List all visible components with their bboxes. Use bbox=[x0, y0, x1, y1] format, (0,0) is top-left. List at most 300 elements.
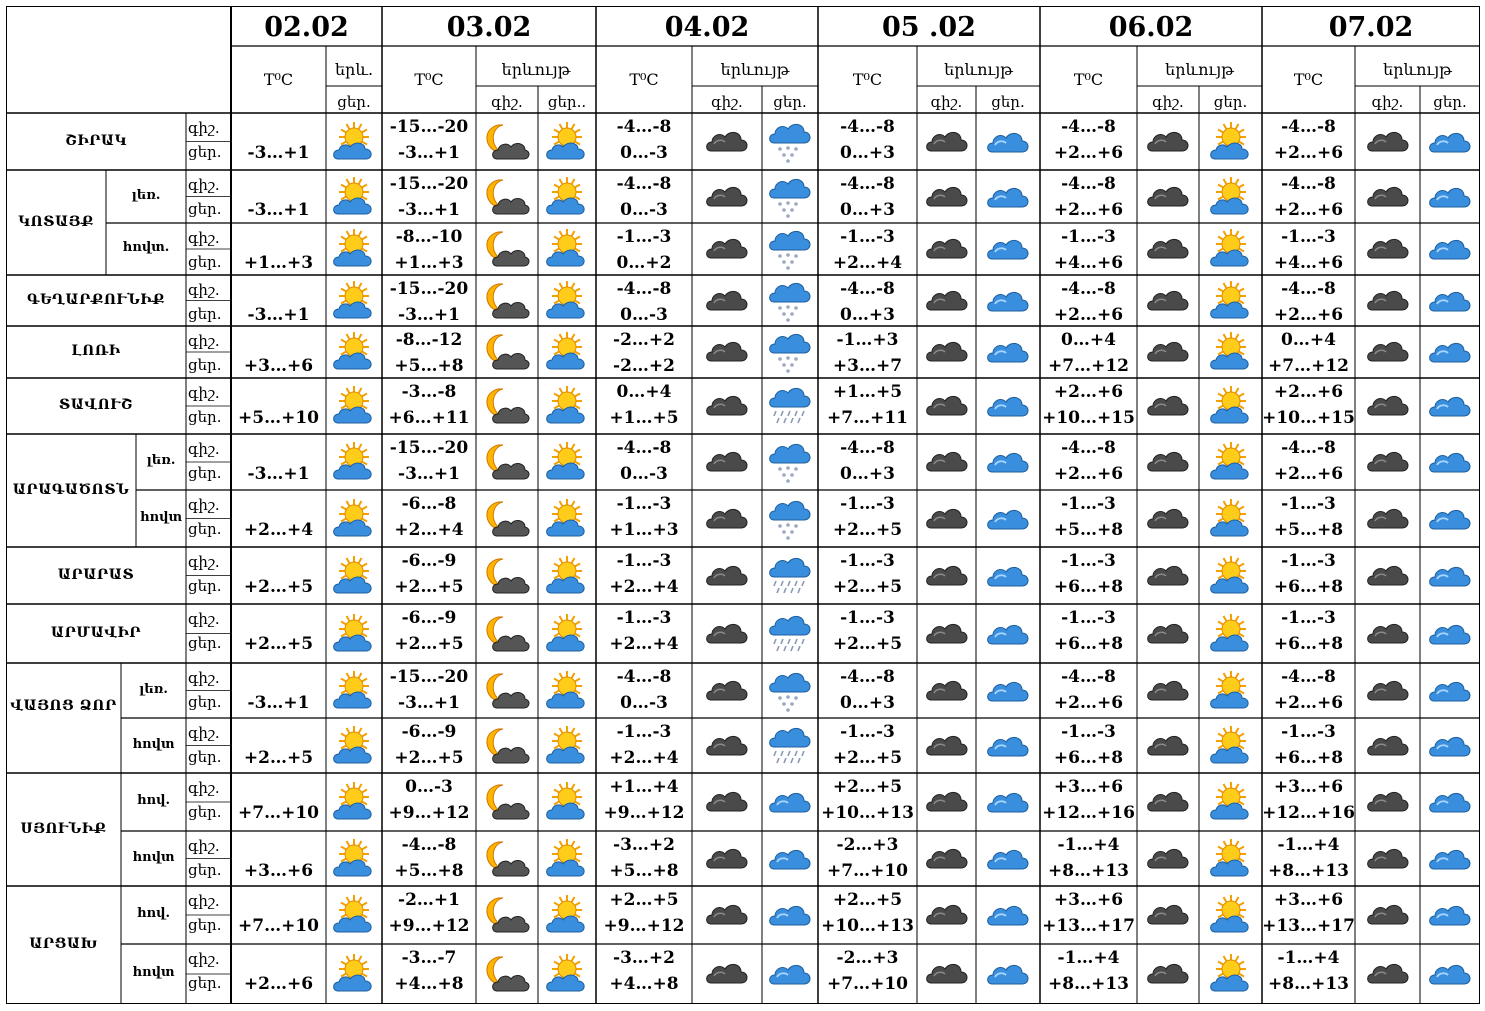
night-temp: -1…-3 bbox=[840, 494, 895, 514]
day-temp: +2…+5 bbox=[832, 520, 903, 540]
subregion-label: հով. bbox=[136, 793, 171, 808]
day-temp: +9…+12 bbox=[388, 916, 470, 936]
blue-cloud-icon bbox=[1426, 670, 1474, 714]
sun-cloud-icon bbox=[1207, 555, 1255, 599]
dark-cloud-icon bbox=[1144, 838, 1192, 882]
night-temp: -1…-3 bbox=[616, 608, 672, 628]
sun-cloud-icon bbox=[1207, 670, 1255, 714]
moon-cloud-icon bbox=[483, 781, 531, 825]
dark-cloud-icon bbox=[703, 670, 751, 714]
weather-header: երևույթ bbox=[944, 60, 1013, 79]
moon-cloud-icon bbox=[483, 331, 531, 375]
day-temp: 0…+3 bbox=[840, 305, 895, 325]
sun-cloud-icon bbox=[1207, 385, 1255, 429]
night-temp: -4…-8 bbox=[401, 835, 457, 855]
night-temp: 0…+4 bbox=[1061, 330, 1116, 350]
blue-cloud-icon bbox=[1426, 176, 1474, 220]
weather-header: երև. bbox=[334, 60, 374, 79]
dark-cloud-icon bbox=[703, 121, 751, 165]
weather-header: երևույթ bbox=[501, 60, 571, 79]
dark-cloud-icon bbox=[703, 555, 751, 599]
region-name: ՇԻՐԱԿ bbox=[65, 132, 127, 149]
day-label: ցեր. bbox=[188, 305, 222, 323]
blue-cloud-icon bbox=[766, 781, 814, 825]
night-label: գիշ. bbox=[188, 892, 220, 910]
weather-header: երևույթ bbox=[720, 60, 790, 79]
night-temp: -4…-8 bbox=[840, 438, 895, 458]
night-temp: -4…-8 bbox=[1281, 174, 1336, 194]
dark-cloud-icon bbox=[1364, 838, 1412, 882]
night-temp: -6…-8 bbox=[401, 494, 457, 514]
blue-cloud-icon bbox=[984, 228, 1032, 272]
day-temp: +10…+13 bbox=[821, 916, 914, 936]
night-header: գիշ. bbox=[930, 93, 963, 111]
sun-cloud-icon bbox=[330, 385, 378, 429]
sun-cloud-icon bbox=[1207, 894, 1255, 938]
night-label: գիշ. bbox=[188, 724, 220, 742]
sun-cloud-icon bbox=[543, 613, 591, 657]
night-temp: -1…-3 bbox=[1061, 722, 1116, 742]
day-temp: +4…+8 bbox=[609, 974, 679, 994]
subregion-label: լեռ. bbox=[146, 453, 176, 468]
day-temp: -3…+1 bbox=[398, 305, 460, 325]
day-label: ցեր. bbox=[188, 693, 222, 711]
dark-cloud-icon bbox=[1364, 331, 1412, 375]
sun-cloud-icon bbox=[543, 725, 591, 769]
night-temp: -1…+3 bbox=[836, 330, 899, 350]
sun-cloud-icon bbox=[543, 121, 591, 165]
day-temp: +10…+15 bbox=[1262, 408, 1355, 428]
night-label: գիշ. bbox=[188, 281, 220, 299]
dark-cloud-icon bbox=[1364, 613, 1412, 657]
day-temp: 0…-3 bbox=[620, 143, 668, 163]
dark-cloud-icon bbox=[923, 555, 971, 599]
dark-cloud-icon bbox=[1144, 280, 1192, 324]
night-temp: -15…-20 bbox=[389, 667, 469, 687]
day-temp: +2…+5 bbox=[832, 577, 903, 597]
dark-cloud-icon bbox=[1364, 725, 1412, 769]
dark-cloud-icon bbox=[1364, 441, 1412, 485]
temp-header: T⁰C bbox=[852, 70, 883, 89]
night-temp: +2…+5 bbox=[609, 890, 679, 910]
night-temp: -1…-3 bbox=[1061, 494, 1116, 514]
blue-cloud-icon bbox=[1426, 894, 1474, 938]
night-temp: -1…+4 bbox=[1277, 835, 1340, 855]
region-name: ՎԱՅՈՑ ՁՈՐ bbox=[10, 698, 117, 714]
day-temp: +7…+12 bbox=[1268, 356, 1349, 376]
night-temp: -2…+1 bbox=[398, 890, 460, 910]
night-temp: -1…-3 bbox=[1061, 608, 1116, 628]
night-temp: -15…-20 bbox=[389, 174, 469, 194]
dark-cloud-icon bbox=[1364, 228, 1412, 272]
dark-cloud-icon bbox=[923, 498, 971, 542]
blue-cloud-icon bbox=[984, 331, 1032, 375]
dark-cloud-icon bbox=[1144, 781, 1192, 825]
day-temp: +2…+5 bbox=[832, 634, 903, 654]
moon-cloud-icon bbox=[483, 953, 531, 997]
sun-cloud-icon bbox=[330, 555, 378, 599]
rain-cloud-icon bbox=[766, 613, 814, 657]
night-temp: -4…-8 bbox=[1281, 117, 1336, 137]
dark-cloud-icon bbox=[1144, 498, 1192, 542]
night-temp: -3…-8 bbox=[401, 382, 457, 402]
blue-cloud-icon bbox=[1426, 555, 1474, 599]
day-temp: +2…+5 bbox=[243, 748, 314, 768]
day-temp: +6…+8 bbox=[1053, 577, 1124, 597]
day-temp: +8…+13 bbox=[1048, 974, 1129, 994]
day-temp: +1…+5 bbox=[609, 408, 679, 428]
dark-cloud-icon bbox=[703, 441, 751, 485]
dark-cloud-icon bbox=[923, 441, 971, 485]
day-temp: +2…+4 bbox=[832, 253, 903, 273]
day-temp: 0…+3 bbox=[840, 693, 895, 713]
day-temp: +12…+16 bbox=[1262, 803, 1355, 823]
dark-cloud-icon bbox=[923, 838, 971, 882]
night-temp: -1…-3 bbox=[1061, 551, 1116, 571]
sun-cloud-icon bbox=[1207, 725, 1255, 769]
day-temp: +5…+8 bbox=[1053, 520, 1124, 540]
day-label: ցեր. bbox=[188, 974, 222, 992]
moon-cloud-icon bbox=[483, 441, 531, 485]
moon-cloud-icon bbox=[483, 894, 531, 938]
day-label: ցեր. bbox=[188, 408, 222, 426]
date-header: 07.02 bbox=[1328, 12, 1414, 43]
night-temp: -1…-3 bbox=[840, 227, 895, 247]
sun-cloud-icon bbox=[543, 838, 591, 882]
date-header: 06.02 bbox=[1108, 12, 1194, 43]
night-label: գիշ. bbox=[188, 496, 220, 514]
night-label: գիշ. bbox=[188, 229, 220, 247]
sun-cloud-icon bbox=[543, 498, 591, 542]
blue-cloud-icon bbox=[984, 953, 1032, 997]
day-temp: 0…-3 bbox=[620, 464, 668, 484]
night-label: գիշ. bbox=[188, 837, 220, 855]
dark-cloud-icon bbox=[1144, 331, 1192, 375]
day-temp: 0…-3 bbox=[620, 305, 668, 325]
night-temp: 0…+4 bbox=[1281, 330, 1336, 350]
subregion-label: հովտ bbox=[132, 965, 175, 980]
day-temp: +2…+5 bbox=[243, 634, 314, 654]
dark-cloud-icon bbox=[923, 176, 971, 220]
sun-cloud-icon bbox=[1207, 331, 1255, 375]
night-temp: +3…+6 bbox=[1273, 777, 1344, 797]
day-temp: +8…+13 bbox=[1268, 974, 1349, 994]
day-temp: +1…+3 bbox=[243, 253, 314, 273]
day-temp: -3…+1 bbox=[398, 464, 460, 484]
day-temp: +2…+5 bbox=[394, 634, 464, 654]
moon-cloud-icon bbox=[483, 725, 531, 769]
night-temp: -1…+4 bbox=[1057, 948, 1120, 968]
day-temp: +6…+8 bbox=[1273, 748, 1344, 768]
night-temp: -4…-8 bbox=[1061, 667, 1116, 687]
day-temp: +5…+8 bbox=[394, 356, 464, 376]
blue-cloud-icon bbox=[984, 555, 1032, 599]
day-temp: +7…+12 bbox=[1048, 356, 1129, 376]
dark-cloud-icon bbox=[1144, 228, 1192, 272]
blue-cloud-icon bbox=[1426, 725, 1474, 769]
day-temp: 0…-3 bbox=[620, 200, 668, 220]
night-header: գիշ. bbox=[491, 93, 523, 111]
region-name: ԱՐԱՐԱՏ bbox=[57, 566, 135, 583]
night-temp: -4…-8 bbox=[616, 279, 672, 299]
day-temp: +4…+8 bbox=[394, 974, 464, 994]
dark-cloud-icon bbox=[703, 838, 751, 882]
sun-cloud-icon bbox=[543, 953, 591, 997]
night-temp: -4…-8 bbox=[616, 117, 672, 137]
dark-cloud-icon bbox=[1144, 176, 1192, 220]
night-temp: -3…+2 bbox=[613, 948, 675, 968]
date-header: 03.02 bbox=[446, 12, 532, 43]
dark-cloud-icon bbox=[1144, 894, 1192, 938]
blue-cloud-icon bbox=[984, 498, 1032, 542]
night-temp: +2…+5 bbox=[832, 777, 903, 797]
day-temp: +5…+10 bbox=[238, 408, 319, 428]
blue-cloud-icon bbox=[984, 280, 1032, 324]
sun-cloud-icon bbox=[1207, 176, 1255, 220]
region-name: ԳԵՂԱՐՔՈՒՆԻՔ bbox=[27, 291, 165, 308]
day-label: ցեր. bbox=[188, 356, 222, 374]
night-temp: -4…-8 bbox=[1281, 279, 1336, 299]
snow-cloud-icon bbox=[766, 121, 814, 165]
day-temp: -2…+2 bbox=[613, 356, 675, 376]
blue-cloud-icon bbox=[984, 725, 1032, 769]
day-temp: 0…+2 bbox=[616, 253, 672, 273]
sun-cloud-icon bbox=[543, 228, 591, 272]
day-temp: +9…+12 bbox=[388, 803, 470, 823]
dark-cloud-icon bbox=[703, 331, 751, 375]
region-name: ԼՈՌԻ bbox=[71, 343, 121, 359]
blue-cloud-icon bbox=[984, 670, 1032, 714]
day-temp: -3…+1 bbox=[247, 200, 310, 220]
blue-cloud-icon bbox=[1426, 953, 1474, 997]
dark-cloud-icon bbox=[1144, 725, 1192, 769]
sun-cloud-icon bbox=[543, 894, 591, 938]
blue-cloud-icon bbox=[1426, 613, 1474, 657]
night-label: գիշ. bbox=[188, 610, 220, 628]
day-temp: +7…+10 bbox=[238, 803, 319, 823]
night-temp: -4…-8 bbox=[1281, 438, 1336, 458]
day-temp: -3…+1 bbox=[247, 693, 310, 713]
night-label: գիշ. bbox=[188, 440, 220, 458]
snow-cloud-icon bbox=[766, 498, 814, 542]
night-label: գիշ. bbox=[188, 669, 220, 687]
day-temp: +8…+13 bbox=[1048, 861, 1129, 881]
dark-cloud-icon bbox=[1364, 280, 1412, 324]
blue-cloud-icon bbox=[984, 441, 1032, 485]
day-temp: +6…+8 bbox=[1273, 634, 1344, 654]
subregion-label: հովտ. bbox=[122, 240, 170, 255]
dark-cloud-icon bbox=[703, 725, 751, 769]
subregion-label: լեռ. bbox=[131, 187, 161, 203]
night-temp: +3…+6 bbox=[1053, 890, 1124, 910]
dark-cloud-icon bbox=[703, 498, 751, 542]
rain-cloud-icon bbox=[766, 725, 814, 769]
night-temp: +2…+6 bbox=[1053, 382, 1124, 402]
night-label: գիշ. bbox=[188, 384, 220, 402]
day-header: ցեր. bbox=[337, 93, 371, 111]
temp-header: T⁰C bbox=[263, 70, 294, 89]
night-temp: -1…-3 bbox=[840, 608, 895, 628]
dark-cloud-icon bbox=[703, 385, 751, 429]
dark-cloud-icon bbox=[1364, 121, 1412, 165]
day-temp: -3…+1 bbox=[247, 305, 310, 325]
day-temp: -3…+1 bbox=[398, 143, 460, 163]
day-temp: +6…+8 bbox=[1053, 634, 1124, 654]
dark-cloud-icon bbox=[923, 613, 971, 657]
day-temp: +7…+11 bbox=[827, 408, 908, 428]
night-temp: -4…-8 bbox=[616, 438, 672, 458]
night-temp: -2…+3 bbox=[836, 948, 899, 968]
date-header: 04.02 bbox=[664, 12, 750, 43]
dark-cloud-icon bbox=[1144, 555, 1192, 599]
subregion-label: լեռ. bbox=[139, 681, 168, 697]
sun-cloud-icon bbox=[330, 838, 378, 882]
day-temp: +2…+6 bbox=[1053, 200, 1124, 220]
blue-cloud-icon bbox=[984, 781, 1032, 825]
night-temp: -4…-8 bbox=[616, 174, 672, 194]
day-label: ցեր. bbox=[188, 200, 222, 218]
night-temp: -1…-3 bbox=[1061, 227, 1116, 247]
temp-header: T⁰C bbox=[1073, 70, 1104, 89]
dark-cloud-icon bbox=[923, 953, 971, 997]
blue-cloud-icon bbox=[1426, 498, 1474, 542]
day-temp: +8…+13 bbox=[1268, 861, 1349, 881]
moon-cloud-icon bbox=[483, 121, 531, 165]
snow-cloud-icon bbox=[766, 331, 814, 375]
sun-cloud-icon bbox=[1207, 838, 1255, 882]
day-temp: +2…+6 bbox=[1053, 143, 1124, 163]
day-temp: +5…+8 bbox=[394, 861, 464, 881]
night-temp: -1…-3 bbox=[1281, 227, 1336, 247]
sun-cloud-icon bbox=[1207, 613, 1255, 657]
night-label: գիշ. bbox=[188, 553, 220, 571]
moon-cloud-icon bbox=[483, 670, 531, 714]
night-temp: -15…-20 bbox=[389, 279, 469, 299]
sun-cloud-icon bbox=[543, 670, 591, 714]
day-temp: +2…+6 bbox=[1053, 464, 1124, 484]
rain-cloud-icon bbox=[766, 555, 814, 599]
sun-cloud-icon bbox=[330, 725, 378, 769]
dark-cloud-icon bbox=[1364, 781, 1412, 825]
snow-cloud-icon bbox=[766, 228, 814, 272]
night-temp: -6…-9 bbox=[401, 722, 457, 742]
day-temp: +2…+5 bbox=[832, 748, 903, 768]
night-temp: +1…+5 bbox=[832, 382, 903, 402]
night-label: գիշ. bbox=[188, 950, 220, 968]
day-temp: +3…+6 bbox=[243, 861, 314, 881]
day-temp: +2…+4 bbox=[243, 520, 314, 540]
night-temp: -1…-3 bbox=[616, 494, 672, 514]
night-temp: -2…+2 bbox=[613, 330, 675, 350]
moon-cloud-icon bbox=[483, 176, 531, 220]
night-temp: -1…-3 bbox=[840, 722, 895, 742]
blue-cloud-icon bbox=[1426, 441, 1474, 485]
date-header: 05 .02 bbox=[882, 12, 976, 43]
sun-cloud-icon bbox=[1207, 280, 1255, 324]
day-header: ցեր. bbox=[1213, 93, 1248, 111]
dark-cloud-icon bbox=[1364, 894, 1412, 938]
day-label: ցեր. bbox=[188, 143, 222, 161]
dark-cloud-icon bbox=[1364, 670, 1412, 714]
blue-cloud-icon bbox=[1426, 838, 1474, 882]
night-temp: +2…+5 bbox=[832, 890, 903, 910]
day-temp: +6…+11 bbox=[388, 408, 470, 428]
night-header: գիշ. bbox=[711, 93, 743, 111]
day-label: ցեր. bbox=[188, 520, 222, 538]
dark-cloud-icon bbox=[1144, 613, 1192, 657]
day-temp: +2…+6 bbox=[1273, 305, 1344, 325]
dark-cloud-icon bbox=[923, 121, 971, 165]
moon-cloud-icon bbox=[483, 385, 531, 429]
night-temp: -4…-8 bbox=[840, 667, 895, 687]
dark-cloud-icon bbox=[1144, 121, 1192, 165]
day-temp: +13…+17 bbox=[1262, 916, 1355, 936]
sun-cloud-icon bbox=[330, 781, 378, 825]
day-temp: +5…+8 bbox=[609, 861, 679, 881]
sun-cloud-icon bbox=[1207, 441, 1255, 485]
dark-cloud-icon bbox=[923, 385, 971, 429]
night-temp: -3…-7 bbox=[401, 948, 457, 968]
night-temp: 0…-3 bbox=[405, 777, 453, 797]
day-temp: +3…+6 bbox=[243, 356, 314, 376]
night-temp: -15…-20 bbox=[389, 117, 469, 137]
day-temp: +2…+4 bbox=[394, 520, 464, 540]
night-temp: +3…+6 bbox=[1273, 890, 1344, 910]
dark-cloud-icon bbox=[1364, 176, 1412, 220]
sun-cloud-icon bbox=[330, 331, 378, 375]
day-temp: +2…+4 bbox=[609, 634, 679, 654]
night-temp: -2…+3 bbox=[836, 835, 899, 855]
day-temp: +6…+8 bbox=[1273, 577, 1344, 597]
day-label: ցեր. bbox=[188, 748, 222, 766]
region-name: ԱՐԱԳԱԾՈՏՆ bbox=[12, 481, 130, 498]
blue-cloud-icon bbox=[984, 121, 1032, 165]
dark-cloud-icon bbox=[1364, 498, 1412, 542]
subregion-label: հովտ bbox=[139, 509, 183, 525]
day-temp: +7…+10 bbox=[827, 974, 908, 994]
night-temp: -1…-3 bbox=[1281, 494, 1336, 514]
day-temp: +9…+12 bbox=[603, 916, 685, 936]
dark-cloud-icon bbox=[923, 331, 971, 375]
night-temp: -6…-9 bbox=[401, 551, 457, 571]
sun-cloud-icon bbox=[330, 228, 378, 272]
night-header: գիշ. bbox=[1152, 93, 1184, 111]
weather-header: երևույթ bbox=[1165, 60, 1234, 79]
day-header: ցեր. bbox=[991, 93, 1025, 111]
day-temp: +1…+3 bbox=[394, 253, 464, 273]
day-temp: +2…+6 bbox=[1053, 305, 1124, 325]
dark-cloud-icon bbox=[923, 280, 971, 324]
sun-cloud-icon bbox=[1207, 498, 1255, 542]
day-temp: +2…+6 bbox=[1273, 143, 1344, 163]
night-temp: +3…+6 bbox=[1053, 777, 1124, 797]
dark-cloud-icon bbox=[703, 613, 751, 657]
dark-cloud-icon bbox=[703, 176, 751, 220]
rain-cloud-icon bbox=[766, 385, 814, 429]
night-temp: -4…-8 bbox=[840, 174, 895, 194]
day-temp: +4…+6 bbox=[1053, 253, 1124, 273]
night-temp: +1…+4 bbox=[609, 777, 679, 797]
night-temp: -4…-8 bbox=[1061, 117, 1116, 137]
temp-header: T⁰C bbox=[629, 70, 659, 89]
sun-cloud-icon bbox=[1207, 953, 1255, 997]
blue-cloud-icon bbox=[1426, 280, 1474, 324]
dark-cloud-icon bbox=[923, 725, 971, 769]
day-temp: +7…+10 bbox=[238, 916, 319, 936]
night-header: գիշ. bbox=[1371, 93, 1404, 111]
day-temp: +1…+3 bbox=[609, 520, 679, 540]
region-name: ԱՐՑԱԽ bbox=[29, 936, 98, 952]
